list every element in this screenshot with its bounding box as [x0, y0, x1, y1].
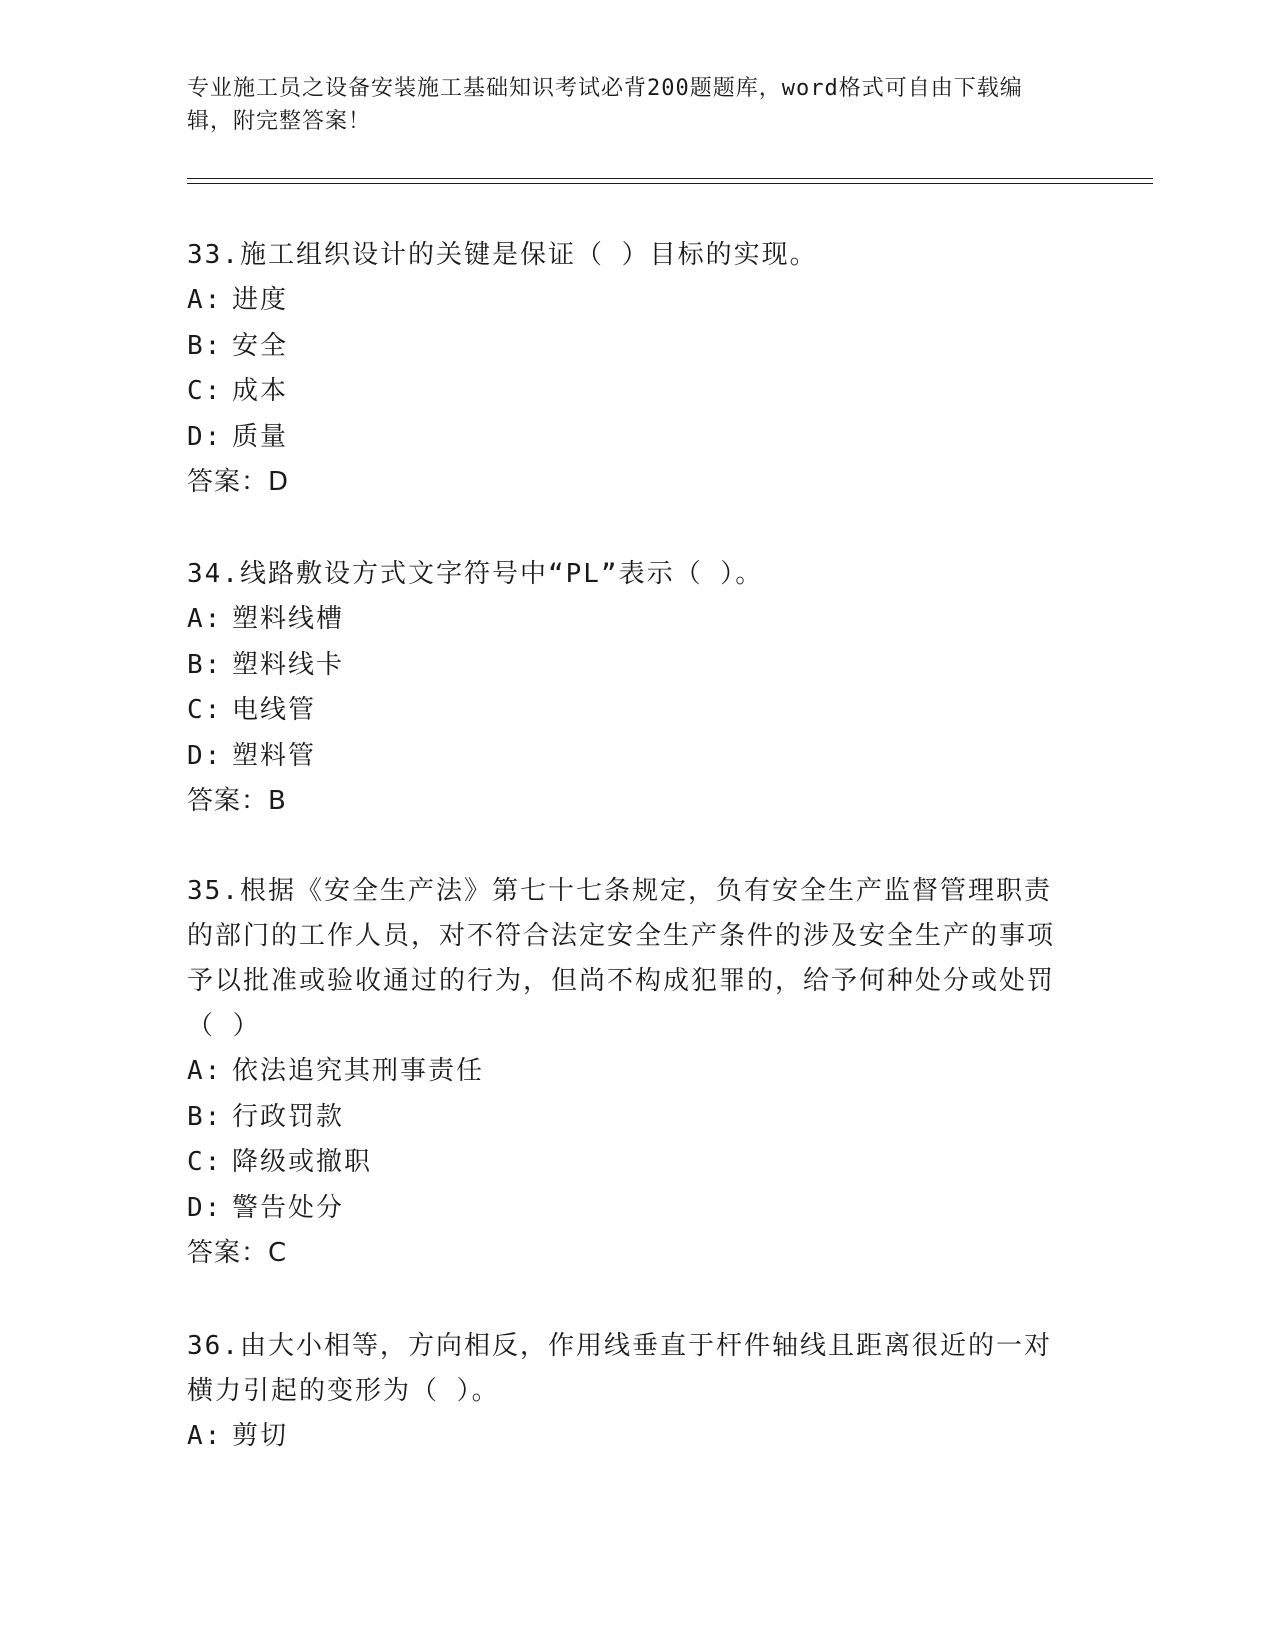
question-stem: 36.由大小相等，方向相反，作用线垂直于杆件轴线且距离很近的一对横力引起的变形为（ ）。: [187, 1331, 1052, 1406]
option-letter: B:: [187, 1101, 223, 1132]
option-letter: D:: [187, 421, 223, 452]
option-c: [187, 369, 1067, 415]
option-text: 电线管: [232, 695, 317, 725]
option-d: [187, 415, 1067, 461]
header-divider-top: [187, 178, 1153, 179]
option-a: [187, 1049, 1067, 1095]
question-33: [187, 233, 1067, 505]
answer-line: 答案：C: [187, 1238, 288, 1268]
option-letter: A:: [187, 1421, 223, 1451]
option-letter: A:: [187, 285, 223, 315]
option-letter: A:: [187, 1056, 223, 1086]
option-text: 质量: [232, 421, 289, 452]
option-text: 塑料管: [232, 740, 317, 771]
option-d: [187, 1186, 1067, 1232]
option-text: 成本: [232, 376, 289, 406]
option-b: [187, 643, 1067, 689]
question-stem: 34.线路敷设方式文字符号中“PL”表示（ ）。: [187, 559, 764, 589]
option-letter: B:: [187, 330, 223, 361]
question-35: [187, 869, 1067, 1276]
document-header: 专业施工员之设备安装施工基础知识考试必背200题题库，word格式可自由下载编辑，附完整答案！: [187, 76, 1023, 134]
option-a: [187, 597, 1067, 643]
answer-line: 答案：B: [187, 786, 287, 816]
question-36: [187, 1324, 1067, 1460]
answer-line: 答案：D: [187, 467, 290, 497]
option-b: [187, 1095, 1067, 1141]
option-c: [187, 1140, 1067, 1186]
option-letter: C:: [187, 1147, 223, 1177]
option-letter: C:: [187, 695, 223, 725]
option-text: 安全: [232, 330, 289, 361]
option-text: 降级或撤职: [232, 1147, 373, 1177]
option-letter: A:: [187, 604, 223, 634]
option-letter: D:: [187, 1192, 223, 1223]
option-letter: D:: [187, 740, 223, 771]
question-34: [187, 552, 1067, 824]
option-text: 依法追究其刑事责任: [232, 1056, 485, 1086]
option-text: 警告处分: [232, 1192, 345, 1223]
question-stem: 35.根据《安全生产法》第七十七条规定，负有安全生产监督管理职责的部门的工作人员，对不符合法定安全生产条件的涉及安全生产的事项予以批准或验收通过的行为，但尚不构成犯罪的，给予何种处分或处罚（ ）: [187, 876, 1056, 1041]
option-letter: C:: [187, 376, 223, 406]
option-d: [187, 734, 1067, 780]
option-letter: B:: [187, 649, 223, 680]
option-text: 剪切: [232, 1421, 289, 1451]
option-a: [187, 278, 1067, 324]
header-divider-bottom: [187, 183, 1153, 184]
option-c: [187, 688, 1067, 734]
option-b: [187, 324, 1067, 370]
option-a: [187, 1414, 1067, 1460]
question-stem: 33.施工组织设计的关键是保证（ ）目标的实现。: [187, 240, 818, 270]
option-text: 进度: [232, 285, 289, 315]
option-text: 行政罚款: [232, 1101, 345, 1132]
option-text: 塑料线槽: [232, 604, 345, 634]
option-text: 塑料线卡: [232, 649, 345, 680]
